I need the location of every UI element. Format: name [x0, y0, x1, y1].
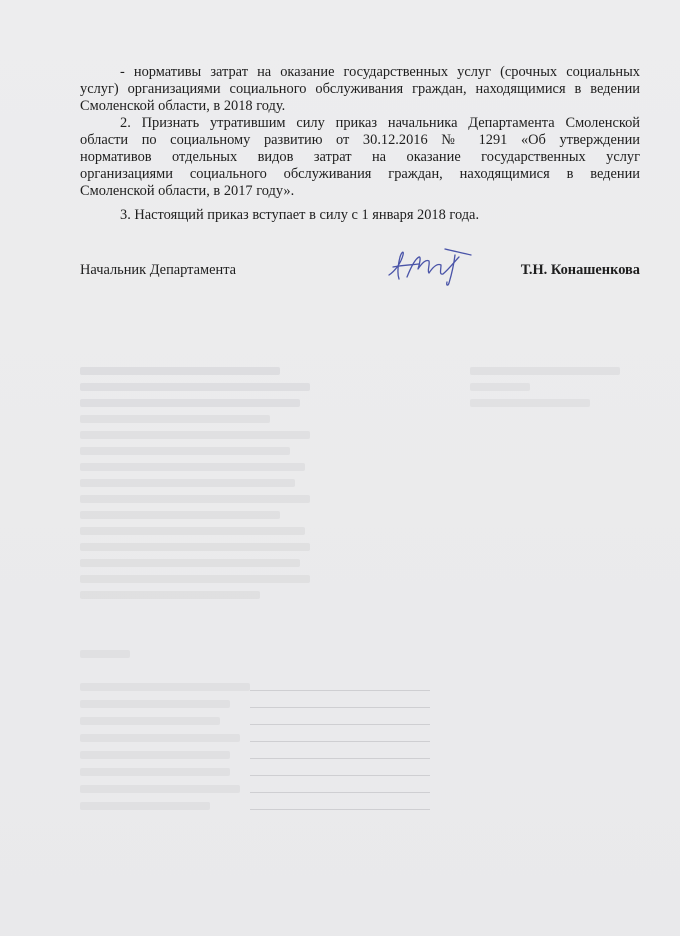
handwritten-signature — [385, 245, 475, 289]
signature-block — [80, 259, 640, 289]
paragraph-1-line-2: услуг) организациями социального обслуживания граждан, находящимися в ведении — [80, 81, 640, 97]
paragraph-3 — [80, 207, 640, 224]
paragraph-1-line-3: Смоленской области, в 2018 году. — [80, 98, 286, 114]
paragraph-1-line-1: - нормативы затрат на оказание государственных услуг (срочных социальных — [120, 64, 640, 80]
paragraph-2 — [80, 115, 640, 200]
paragraph-1 — [80, 64, 640, 115]
signatory-position: Начальник Департамента — [80, 262, 237, 278]
paragraph-2-line-1: 2. Признать утратившим силу приказ начальника Департамента Смоленской — [120, 115, 640, 131]
signatory-name: Т.Н. Конашенкова — [520, 262, 640, 278]
paragraph-2-line-2: области по социальному развитию от 30.12.2016 № 1291 «Об утверждении — [80, 132, 640, 148]
paragraph-3-line-1: 3. Настоящий приказ вступает в силу с 1 января 2018 года. — [120, 207, 480, 223]
paragraph-2-line-4: организациями социального обслуживания граждан, находящимися в ведении — [80, 166, 640, 182]
paragraph-2-line-5: Смоленской области, в 2017 году». — [80, 183, 295, 199]
paragraph-2-line-3: нормативов отдельных видов затрат на оказание государственных услуг — [80, 149, 640, 165]
